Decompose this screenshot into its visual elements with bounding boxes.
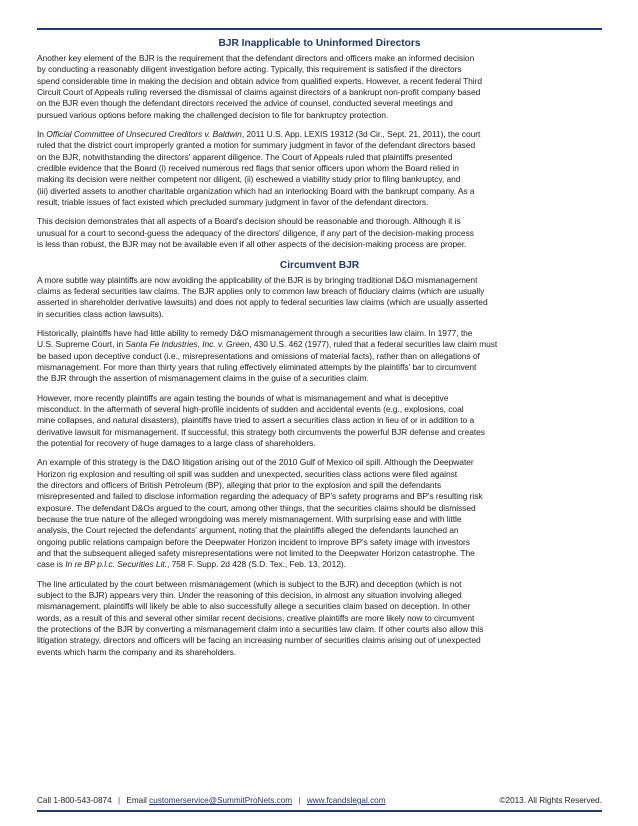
paragraph: An example of this strategy is the D&O litigation arising out of the 2010 Gulf of Mexico oil spill. Although the Deepwater Horizon rig explosion and resulting oil spill was sudden and unexpected, securities class actions were filed against the directors and officers of British Petroleum (BP), alleging that prior to the explosion and spill the defendants misrepresented and failed to disclose information regarding the adequacy of BP's safety programs and BP's resulting risk exposure. The defendant D&Os argued to the court, among other things, that the securities claims should be dismissed because the true nature of the alleged wrongdoing was merely mismanagement. With surprising ease and with little analysis, the Court rejected the defendants' argument, noting that the plaintiffs alleged the defendants launched an ongoing public relations campaign before the Deepwater Horizon incident to improve BP's safety image with investors and that the subsequent alleged safety misrepresentations were not limited to the Deepwater Horizon catastrophe. The case is In re BP p.l.c. Securities Lit., 758 F. Supp. 2d 428 (S.D. Tex., Feb. 13, 2012). [37,457,483,570]
paragraph: Historically, plaintiffs have had little ability to remedy D&O mismanagement through a securities law claim. In 1977, the U.S. Supreme Court, in Santa Fe Industries, Inc. v. Green, 430 U.S. 462 (1977), ruled that a federal securities law claim must be based upon deceptive conduct (i.e., misrepresentations and omissions of material facts), rather than on allegations of mismanagement. For more than thirty years that ruling effectively eliminated attempts by the plaintiffs' bar to circumvent the BJR through the assertion of mismanagement claims in the guise of a securities claim. [37,327,498,384]
footer-separator: | [298,796,301,805]
document-body [37,37,602,666]
paragraph: A more subtle way plaintiffs are now avoiding the applicability of the BJR is by bringing traditional D&O mismanagement claims as federal securities law claims. The BJR applies only to common law breach of fiduciary claims (which are usually asserted in shareholder derivative lawsuits) and does not apply to federal securities law claims (which are usually asserted in securities class action lawsuits). [37,274,488,319]
section-heading-circumvent-bjr: Circumvent BJR [279,259,360,271]
section-heading-uninformed-directors: BJR Inapplicable to Uninformed Directors [218,38,421,49]
paragraph: This decision demonstrates that all aspects of a Board's decision should be reasonable and thorough. Although it is unusual for a court to second-guess the adequacy of the directors' diligence, if any part of the decision-making process is less than robust, the BJR may not be available even if all other aspects of the decision-making process are proper. [37,216,474,250]
footer-email-label: Email [126,796,147,805]
top-rule [37,28,602,30]
copyright: ©2013. All Rights Reserved. [499,796,602,805]
footer-phone: Call 1-800-543-0874 [37,796,112,805]
website-link[interactable]: www.fcandslegal.com [306,796,386,805]
footer-separator: | [117,796,121,805]
case-citation: In re BP p.l.c. Securities Lit. [65,559,167,570]
paragraph: However, more recently plaintiffs are again testing the bounds of what is mismanagement and what is deceptive misconduct. In the aftermath of several high-profile incidents of sudden and accidental events (e.g., explosions, coal mine collapses, and natural disasters), plaintiffs have tried to assert a securities class action in lieu of or in addition to a derivative lawsuit for mismanagement. If successful, this strategy both circumvents the powerful BJR defense and creates the potential for recovery of huge damages to a large class of shareholders. [37,392,485,448]
footer [37,796,602,806]
case-citation: Official Committee of Unsecured Creditors v. Baldwin [46,129,242,140]
paragraph: The line articulated by the court between mismanagement (which is subject to the BJR) and deception (which is not subject to the BJR) appears very thin. Under the reasoning of this decision, in almost any situation involving alleged mismanagement, plaintiffs will likely be able to also successfully allege a securities claim based on deception. In other words, as a result of this and several other similar recent decisions, creative plaintiffs are more likely now to circumvent the protections of the BJR by converting a mismanagement claim into a securities law claim. If other courts also allow this litigation strategy, directors and officers will be facing an increasing number of securities claims arising out of unexpected events which harm the company and its shareholders. [37,578,484,657]
paragraph: Another key element of the BJR is the requirement that the defendant directors and officers make an informed decision by conducting a reasonably diligent investigation before acting. Typically, this requirement is satisfied if the directors spend considerable time in making the decision and obtain advice from qualified experts. However, a recent federal Third Circuit Court of Appeals ruling reversed the dismissal of claims against directors of a bankrupt non-profit company based on the BJR even though the defendant directors received the advice of counsel, conducted several meetings and pursued various options before making the challenged decision to file for bankruptcy protection. [37,53,483,120]
case-citation: Santa Fe Industries, Inc. v. Green [125,339,250,350]
paragraph: In Official Committee of Unsecured Creditors v. Baldwin, 2011 U.S. App. LEXIS 19312 (3d Cir., Sept. 21, 2011), the court ruled that the district court improperly granted a motion for summary judgment in favor of the defendant directors based on the BJR, notwithstanding the directors' apparent diligence. The Court of Appeals ruled that plaintiffs presented credible evidence that the Board (i) received numerous red flags that senior officers upon whom the Board relied in making its decision were neither competent nor diligent, (ii) eschewed a viability study prior to filing bankruptcy, and (iii) diverted assets to another charitable organization which had an interlocking Board with the bankrupt company. As a result, triable issues of fact existed which precluded summary judgment in favor of the defendant directors. [37,129,481,208]
email-link[interactable]: customerservice@SummitProNets.com [149,796,293,805]
bottom-rule [37,810,602,812]
